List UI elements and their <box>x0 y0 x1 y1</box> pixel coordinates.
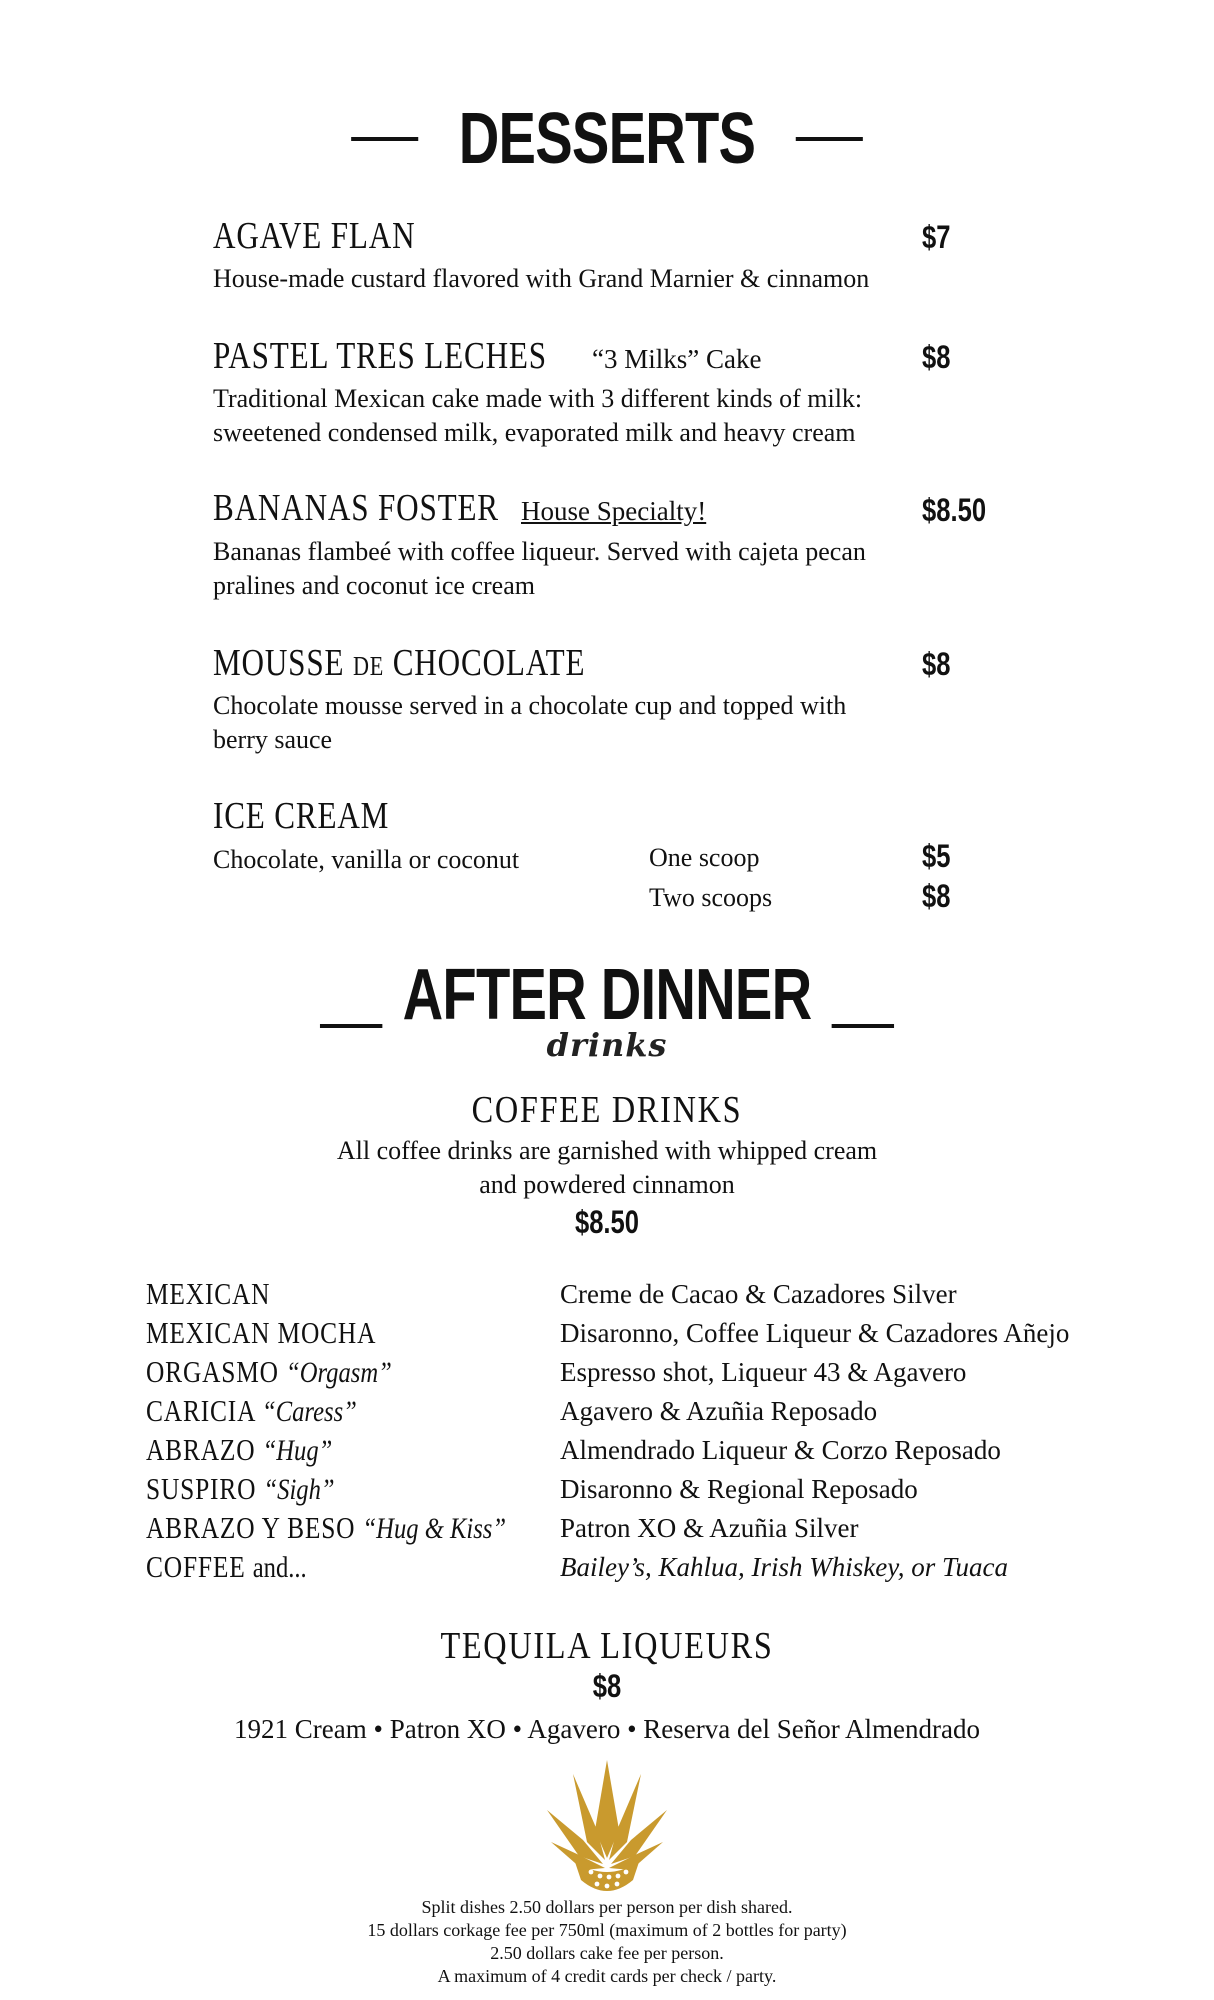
tequila-liqueurs-list: 1921 Cream • Patron XO • Agavero • Reserva del Señor Almendrado <box>234 1714 980 1744</box>
drink-name-text: ABRAZO <box>146 1432 256 1467</box>
footer-notes <box>0 1896 1214 1988</box>
coffee-drinks-price: $8.50 <box>574 1204 640 1240</box>
drink-name-text: CARICIA <box>146 1393 255 1428</box>
coffee-drinks-desc: All coffee drinks are garnished with whipped cream <box>336 1136 878 1165</box>
drink-ingredients: Bailey’s, Kahlua, Irish Whiskey, or Tuaca <box>560 1552 1008 1582</box>
drink-ingredients: Disaronno & Regional Reposado <box>560 1474 918 1504</box>
dessert-desc: Chocolate mousse served in a chocolate cup and topped with <box>213 691 847 720</box>
drink-ingredients: Espresso shot, Liqueur 43 & Agavero <box>560 1357 967 1387</box>
dessert-price: $8 <box>922 646 951 682</box>
dessert-desc: Chocolate, vanilla or coconut <box>213 845 520 874</box>
dessert-name-part: DE <box>352 651 385 681</box>
after-dinner-subtitle: drinks <box>546 1026 668 1064</box>
dessert-name: BANANAS FOSTER <box>213 487 499 529</box>
drink-translation: “Orgasm” <box>286 1356 392 1389</box>
drink-name <box>146 1549 307 1585</box>
dessert-name-part: CHOCOLATE <box>392 642 586 684</box>
coffee-drinks-desc: and powdered cinnamon <box>479 1170 735 1199</box>
drink-name-suffix: and... <box>252 1551 307 1584</box>
footer-line: 2.50 dollars cake fee per person. <box>490 1943 724 1963</box>
footer-line: A maximum of 4 credit cards per check / party. <box>437 1966 777 1986</box>
drink-name-text: ABRAZO Y BESO <box>146 1510 356 1545</box>
dessert-note: House Specialty! <box>521 496 707 526</box>
after-dinner-heading <box>134 954 1081 1036</box>
drink-name <box>146 1354 392 1390</box>
drink-translation: “Hug” <box>262 1434 333 1467</box>
coffee-drinks-title: COFFEE DRINKS <box>471 1089 743 1131</box>
drink-name-text: COFFEE <box>146 1549 246 1584</box>
dessert-name <box>213 641 585 685</box>
dessert-price: $8 <box>922 878 951 914</box>
heading-dash-left <box>351 137 418 141</box>
drink-name-text: SUSPIRO <box>146 1471 257 1506</box>
footer-line: 15 dollars corkage fee per 750ml (maximum of 2 bottles for party) <box>367 1920 847 1940</box>
drink-name <box>146 1510 506 1546</box>
drink-translation: “Hug & Kiss” <box>362 1512 507 1545</box>
ice-cream-option: One scoop <box>649 843 760 872</box>
drink-ingredients: Agavero & Azuñia Reposado <box>560 1396 878 1426</box>
drink-ingredients: Creme de Cacao & Cazadores Silver <box>560 1279 957 1309</box>
dessert-desc: sweetened condensed milk, evaporated milk and heavy cream <box>213 418 856 447</box>
drink-name <box>146 1471 335 1507</box>
tequila-liqueurs-price: $8 <box>592 1668 622 1704</box>
dessert-desc: Bananas flambeé with coffee liqueur. Served with cajeta pecan <box>213 537 866 566</box>
drink-name: MEXICAN MOCHA <box>146 1315 377 1350</box>
dessert-price: $5 <box>922 838 951 874</box>
ice-cream-option: Two scoops <box>649 883 773 912</box>
desserts-heading <box>134 98 1081 180</box>
dessert-name: ICE CREAM <box>213 795 390 837</box>
dessert-name-part: MOUSSE <box>213 642 345 684</box>
dessert-price: $8 <box>922 339 951 375</box>
drink-translation: “Caress” <box>262 1395 357 1428</box>
dessert-price: $7 <box>922 219 951 255</box>
after-dinner-title: AFTER DINNER <box>402 955 812 1035</box>
drink-ingredients: Disaronno, Coffee Liqueur & Cazadores Añejo <box>560 1318 1070 1348</box>
drink-name-text: ORGASMO <box>146 1354 279 1389</box>
dessert-desc: berry sauce <box>213 725 333 754</box>
dessert-desc: House-made custard flavored with Grand Marnier & cinnamon <box>213 264 870 293</box>
dessert-desc: Traditional Mexican cake made with 3 different kinds of milk: <box>213 384 863 413</box>
drink-name: MEXICAN <box>146 1276 271 1311</box>
drink-name <box>146 1393 357 1429</box>
heading-dash-right <box>796 137 863 141</box>
footer-line: Split dishes 2.50 dollars per person per dish shared. <box>421 1897 793 1917</box>
dessert-desc: pralines and coconut ice cream <box>213 571 535 600</box>
dessert-price: $8.50 <box>922 492 987 528</box>
desserts-title: DESSERTS <box>458 99 756 179</box>
drink-translation: “Sigh” <box>263 1473 335 1506</box>
dessert-name: AGAVE FLAN <box>213 215 416 257</box>
agave-plant-icon <box>547 1760 667 1894</box>
drink-ingredients: Almendrado Liqueur & Corzo Reposado <box>560 1435 1001 1465</box>
dessert-name: PASTEL TRES LECHES <box>213 335 547 377</box>
dessert-note: “3 Milks” Cake <box>592 344 762 374</box>
drink-ingredients: Patron XO & Azuñia Silver <box>560 1513 859 1543</box>
drink-name <box>146 1432 332 1468</box>
tequila-liqueurs-title: TEQUILA LIQUEURS <box>440 1625 774 1667</box>
